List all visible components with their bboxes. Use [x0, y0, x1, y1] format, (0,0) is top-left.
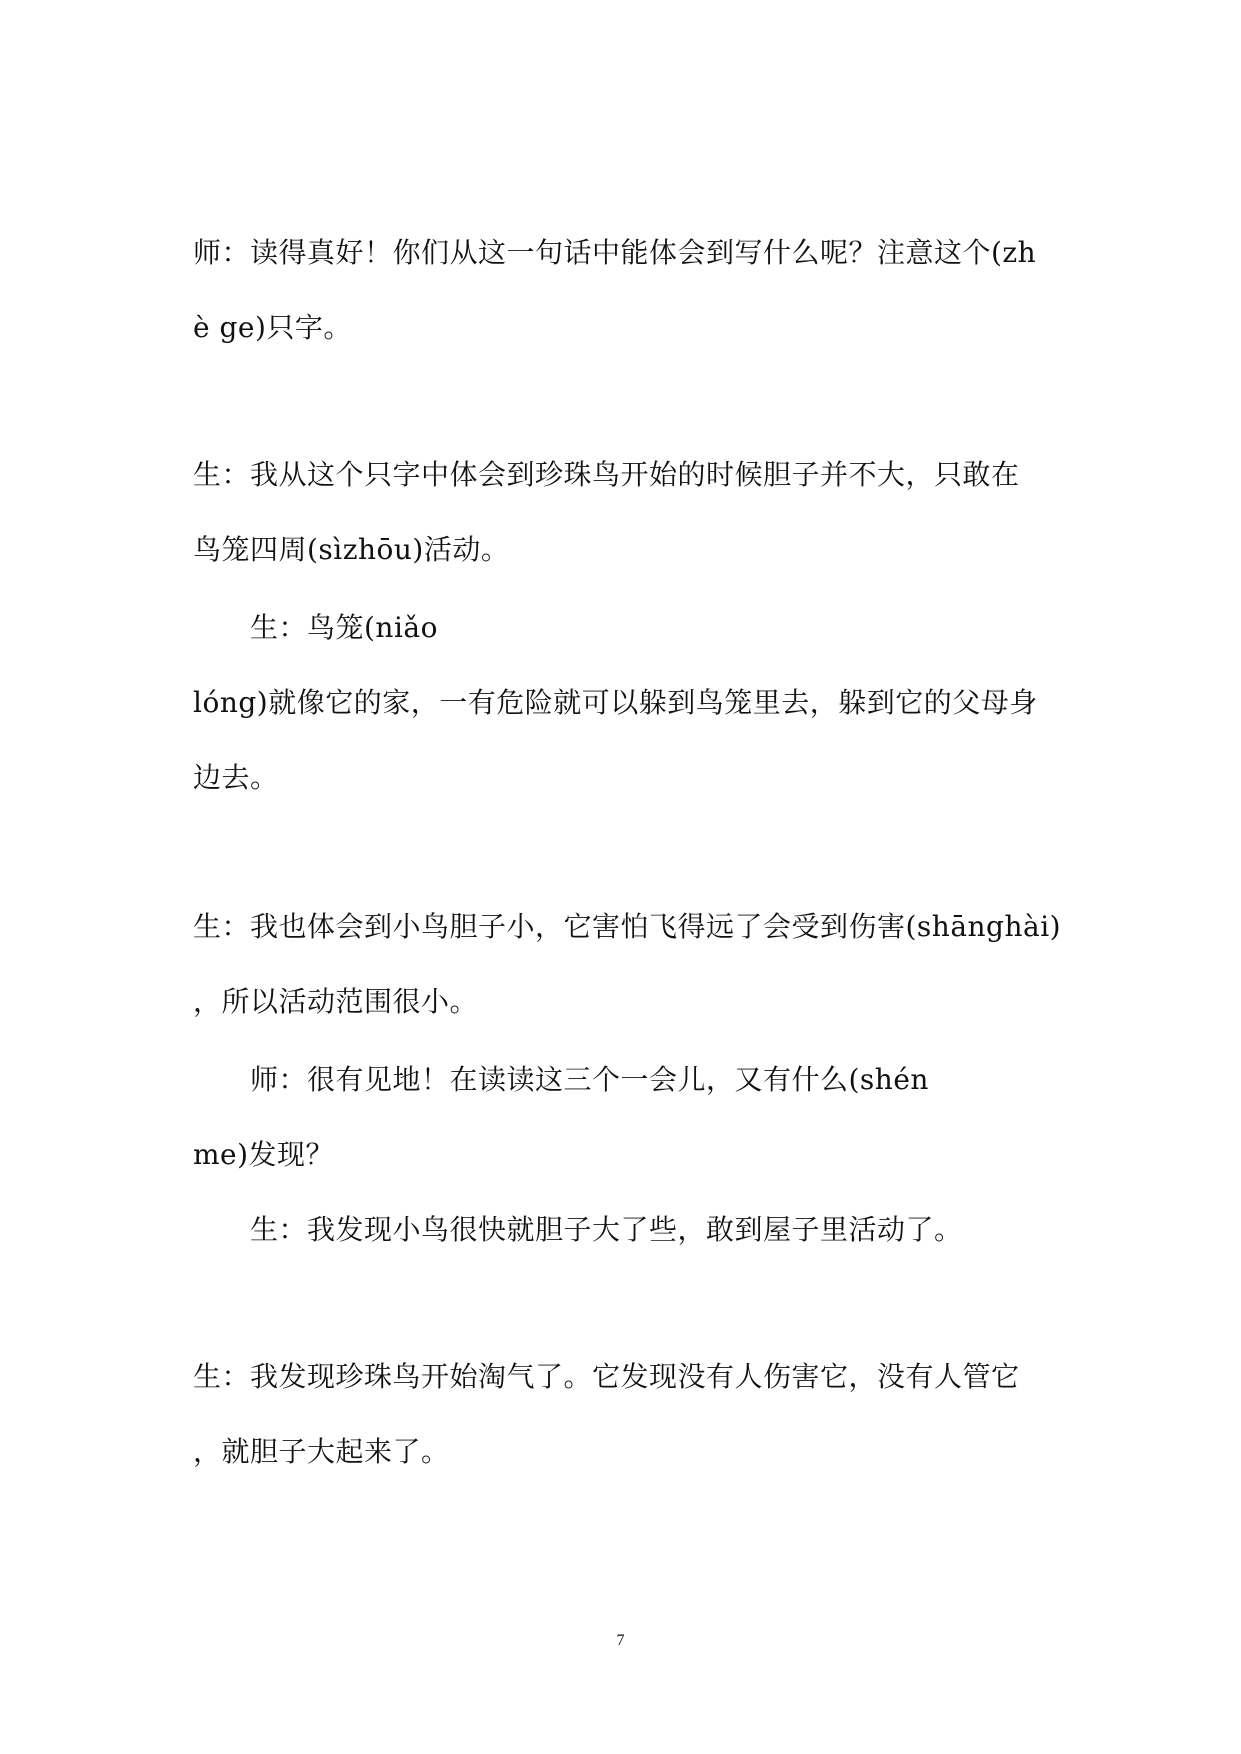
- text-line: 师：很有见地！在读读这三个一会儿，又有什么(shén: [250, 1063, 929, 1096]
- text-line: 生：我发现珍珠鸟开始淘气了。它发现没有人伤害它，没有人管它: [193, 1360, 1020, 1393]
- text-line: 鸟笼四周(sìzhōu)活动。: [193, 533, 510, 566]
- page-number: 7: [616, 1632, 625, 1649]
- text-line: 师：读得真好！你们从这一句话中能体会到写什么呢？注意这个(zh: [193, 236, 1037, 269]
- text-line: 生：我也体会到小鸟胆子小，它害怕飞得远了会受到伤害(shānghài): [193, 910, 1062, 943]
- text-line: me)发现？: [193, 1138, 335, 1171]
- text-line: ，就胆子大起来了。: [193, 1435, 450, 1468]
- text-line: 生：我发现小鸟很快就胆子大了些，敢到屋子里活动了。: [250, 1213, 963, 1246]
- text-line: ，所以活动范围很小。: [193, 985, 479, 1018]
- text-line: lóng)就像它的家，一有危险就可以躲到鸟笼里去，躲到它的父母身: [193, 686, 1038, 719]
- text-line: è ge)只字。: [193, 311, 352, 344]
- text-line: 生：我从这个只字中体会到珍珠鸟开始的时候胆子并不大，只敢在: [193, 458, 1020, 491]
- text-line: 边去。: [193, 761, 279, 794]
- text-line: 生：鸟笼(niǎo: [250, 611, 438, 644]
